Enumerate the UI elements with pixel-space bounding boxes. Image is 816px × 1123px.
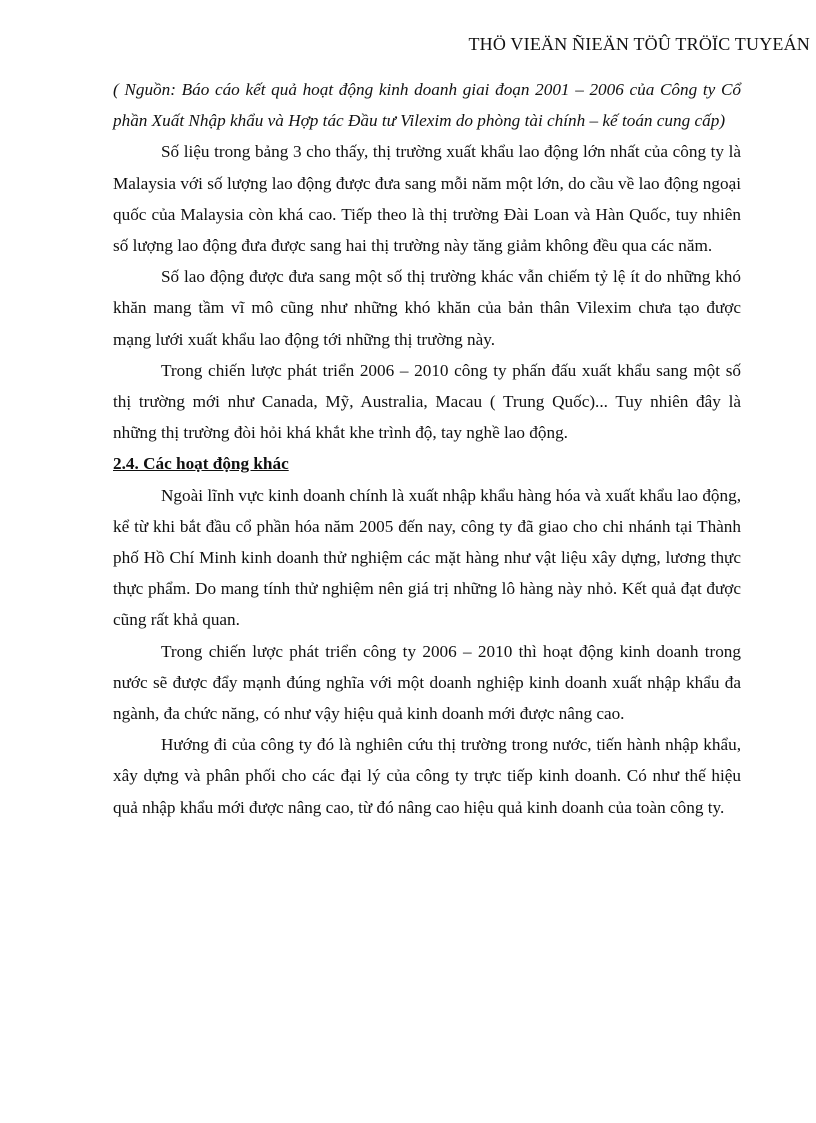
paragraph-other-activities: Ngoài lĩnh vực kinh doanh chính là xuất nhập khẩu hàng hóa và xuất khẩu lao động, kể từ khi bắt đầu cổ phần hóa năm 2005 đến nay, công ty đã giao cho chi nhánh tại Thành phố Hồ Chí Minh kinh doanh thử nghiệm các mặt hàng như vật liệu xây dựng, lương thực thực phẩm. Do mang tính thử nghiệm nên giá trị những lô hàng này nhỏ. Kết quả đạt được cũng rất khả quan. — [113, 485, 741, 630]
paragraph-market-malaysia: Số liệu trong bảng 3 cho thấy, thị trường xuất khẩu lao động lớn nhất của công ty là Malaysia với số lượng lao động được đưa sang mỗi năm một lớn, do cầu về lao động ngoại quốc của Malaysia còn khá cao. Tiếp theo là thị trường Đài Loan và Hàn Quốc, tuy nhiên số lượng lao động đưa được sang hai thị trường này tăng giảm không đều qua các năm. — [113, 142, 741, 256]
paragraph-direction: Hướng đi của công ty đó là nghiên cứu thị trường trong nước, tiến hành nhập khẩu, xây dựng và phân phối cho các đại lý của công ty trực tiếp kinh doanh. Có như thế hiệu quả nhập khẩu mới được nâng cao, từ đó nâng cao hiệu quả kinh doanh của toàn công ty. — [113, 735, 741, 817]
section-heading: 2.4. Các hoạt động khác — [113, 454, 289, 474]
document-body — [113, 74, 741, 823]
paragraph-other-markets: Số lao động được đưa sang một số thị trường khác vẫn chiếm tỷ lệ ít do những khó khăn mang tầm vĩ mô cũng như những khó khăn của bản thân Vilexim chưa tạo được mạng lưới xuất khẩu lao động tới những thị trường này. — [113, 267, 741, 349]
paragraph-domestic-strategy: Trong chiến lược phát triển công ty 2006 – 2010 thì hoạt động kinh doanh trong nước sẽ được đẩy mạnh đúng nghĩa với một doanh nghiệp kinh doanh xuất nhập khẩu đa ngành, đa chức năng, có như vậy hiệu quả kinh doanh mới được nâng cao. — [113, 641, 741, 724]
paragraph-strategy-new-markets: Trong chiến lược phát triển 2006 – 2010 công ty phấn đấu xuất khẩu sang một số thị trường mới như Canada, Mỹ, Australia, Macau ( Trung Quốc)... Tuy nhiên đây là những thị trường đòi hỏi khá khắt khe trình độ, tay nghề lao động. — [113, 360, 741, 443]
page-header: THÖ VIEÄN ÑIEÄN TÖÛ TRÖÏC TUYEÁN — [468, 34, 810, 54]
source-note: ( Nguồn: Báo cáo kết quả hoạt động kinh doanh giai đoạn 2001 – 2006 của Công ty Cổ phần Xuất Nhập khẩu và Hợp tác Đầu tư Vilexim do phòng tài chính – kế toán cung cấp) — [113, 80, 741, 131]
